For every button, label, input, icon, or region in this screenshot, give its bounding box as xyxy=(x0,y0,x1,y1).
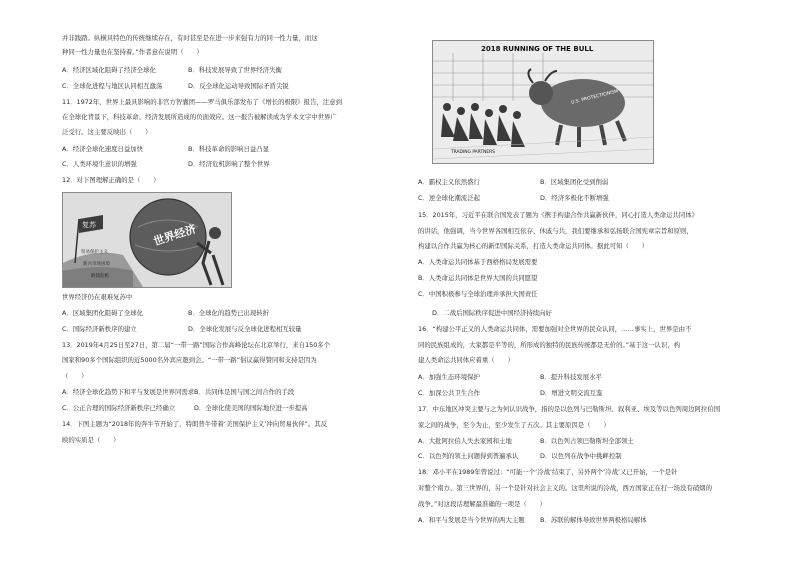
banner-recovery-label: 复苏 xyxy=(82,221,96,229)
q11-option-c: C．人类环境生意识的增强 xyxy=(62,160,137,168)
q14-option-c: C．逆全球化潮流泛起 xyxy=(418,194,480,202)
q15-text-line-1: 15．2015年，习近平在联合国发表了题为《携手构建合作共赢新伙伴，同心打造人类命运共同体》 xyxy=(418,211,699,219)
obstacle-label-3: 欧债危机 xyxy=(91,274,109,279)
obstacle-label-2: 新兴市场困境 xyxy=(83,262,110,267)
q15-text-line-2: 的讲话，他强调，当今世界各国相互依存、休戚与共，我们要继承和弘扬联合国宪章宗旨和原则， xyxy=(418,227,693,235)
q13-option-c: C．公正合理的国际经济新秩序已经确立 xyxy=(62,404,176,412)
q17-option-a: A．大批阿拉伯人失去家园和土地 xyxy=(418,437,512,445)
q12-text: 12．对下图理解正确的是（ ） xyxy=(62,176,160,184)
q16-option-d: D．增进文明交流互鉴 xyxy=(540,389,603,397)
q16-text-line-3: 建人类命运共同体应着重（ ） xyxy=(418,356,514,364)
q12-cartoon-figure xyxy=(62,192,232,288)
q17-option-c: C．以色列的领土问题得到普遍承认 xyxy=(418,452,519,460)
q14-option-a: A．霸权主义依然盛行 xyxy=(418,178,480,186)
q15-text-line-3: 构建以合作共赢为核心的新型国际关系，打造人类命运共同体。据此可知（ ） xyxy=(418,242,649,250)
q14-option-b: B．区域集团化受到削弱 xyxy=(540,178,609,186)
cartoon-title: 2018 RUNNING OF THE BULL xyxy=(481,45,594,53)
q17-text-line-2: 家之间的战争，至今为止，至少发生了五次。其主要原因是（ ） xyxy=(418,421,610,429)
q10-option-a: A．经济区域化阻碍了经济全球化 xyxy=(62,66,156,74)
q13-option-a: A．经济全球化趋势下和平与发展是世界同需求 xyxy=(62,388,195,396)
q13-text-line-1: 13．2019年4月25日至27日，第二届“一带一路”国际合作高峰论坛在北京举行，来自150多个 xyxy=(62,341,331,349)
q15-option-a: A．人类命运共同体基于西格格局发展需要 xyxy=(418,258,538,266)
q18-option-a: A．和平与发展是当今世界的两大主题 xyxy=(418,516,525,524)
q18-text-line-1: 18．邓小平在1989年曾说过：“可能一个‘冷战’结束了，另外两个‘冷战’又已开始，一个是针 xyxy=(418,468,678,476)
q13-text-line-2: 国家和90多个国际组织的近5000名外宾应邀到会。“一带一路”倡议赢得赞同和支持是因为 xyxy=(62,356,317,364)
q12-option-d: D．全球化发展与反全球化进程相互较量 xyxy=(188,325,302,333)
q14-text-line-1: 14．下图主题为“2018年的奔牛节开始了，特朗普牛带着‘美国保护主义’冲向贸易伙伴”。其反 xyxy=(62,420,328,428)
q11-option-a: A．经济全球化速度日益加快 xyxy=(62,145,144,153)
q15-option-b: B．人类命运共同体是世界大国的共同愿望 xyxy=(418,274,538,282)
q16-option-a: A．加强生态环境保护 xyxy=(418,373,480,381)
q15-option-c: C．中国积极参与全球治理并承担大国责任 xyxy=(418,290,538,298)
q14-option-d: D．经济多极化不断增强 xyxy=(540,194,609,202)
q14-text-line-2: 映的实质是（ ） xyxy=(62,436,120,444)
q18-option-b: B．苏联的解体导致世界两极格局解体 xyxy=(540,516,647,524)
q13-option-b: B．共同体是国与国之间合作的手段 xyxy=(194,388,295,396)
q10-option-b: B．科技发展导致了世界经济失衡 xyxy=(188,66,282,74)
q12-caption: 世界经济仍在艰难复苏中 xyxy=(62,293,133,301)
obstacle-label-1: 贸易保护主义 xyxy=(81,250,108,255)
q12-option-a: A．区域集团化阻碍了全球化 xyxy=(62,309,144,317)
q14-cartoon-figure xyxy=(432,40,654,164)
q11-text-line-3: 泛受行。这主要反映出（ ） xyxy=(62,128,152,136)
q17-option-d: D．以色列在战争中挑衅控制 xyxy=(540,452,622,460)
crowd-label: TRADING PARTNERS xyxy=(451,150,495,155)
q17-option-b: B．以色列占领巴勒斯坦全部领土 xyxy=(540,437,634,445)
q12-option-c: C．国际经济新秩序的建立 xyxy=(62,325,137,333)
q11-text-line-2: 在全球化背景下，科技革命、经济发展所造成的负面效应。这一报告被解读成为学术文字中世界广 xyxy=(62,113,337,121)
q16-option-c: C．加深公共卫生合作 xyxy=(418,389,480,397)
q11-option-b: B．科技革命的影响日益凸显 xyxy=(188,145,270,153)
q16-text-line-2: 同的民族组成的，大家都是平等的，所形成的独特的民族传统都是无价的。”基于这一认识，构 xyxy=(418,341,681,349)
q13-option-d: D．全球化使美国的国际地位进一步提高 xyxy=(194,404,308,412)
q10-text-line-1: 并非践踏。纵横具特色的传统继续存在，有时甚至是在进一步来强有力的同一性力量，而这 xyxy=(62,34,318,42)
q10-option-c: C．全球化进程与地区认同相互激荡 xyxy=(62,82,163,90)
q10-option-d: D．反全球化运动导致国际矛盾尖锐 xyxy=(188,82,289,90)
globe-title-label: 世界经济 xyxy=(151,222,198,249)
q17-text-line-1: 17．中东地区冲突主要与之为何认识战争，指的是以色列与巴勒斯坦、叙利亚、埃及等以色列周边阿拉伯国 xyxy=(418,405,721,413)
q15-option-d: D．二战后国际秩序促进中国经济持续向好 xyxy=(432,309,552,317)
q10-text-line-2: 种同一性力量也在坚持着。”作者意在说明（ ） xyxy=(62,48,203,56)
q18-text-line-2: 对整个南方、第三世界的，另一个是针对社会主义的。这里所说的冷战，西方国家正在打一场没有硝烟的 xyxy=(418,484,712,492)
q16-text-line-1: 16．“构建公平正义的人类命运共同体，需要加强对全世界的民众认同，……事实上，世界是由不 xyxy=(418,325,692,333)
q13-text-line-3: （ ） xyxy=(62,372,88,380)
q12-option-b: B．全球化的趋势已出现转折 xyxy=(188,309,270,317)
bull-label: U.S. PROTECTIONISM xyxy=(570,89,620,106)
q16-option-b: B．提升科技发展水平 xyxy=(540,373,602,381)
q11-option-d: D．经济危机影响了整个世界 xyxy=(188,160,270,168)
q11-text-line-1: 11．1972年，世界上最具影响的非官方智囊团——罗马俱乐部发布了《增长的极限》报告，注意到 xyxy=(62,98,343,106)
q18-text-line-3: 战争。”对这段话理解最准确的一项是（ ） xyxy=(418,500,546,508)
